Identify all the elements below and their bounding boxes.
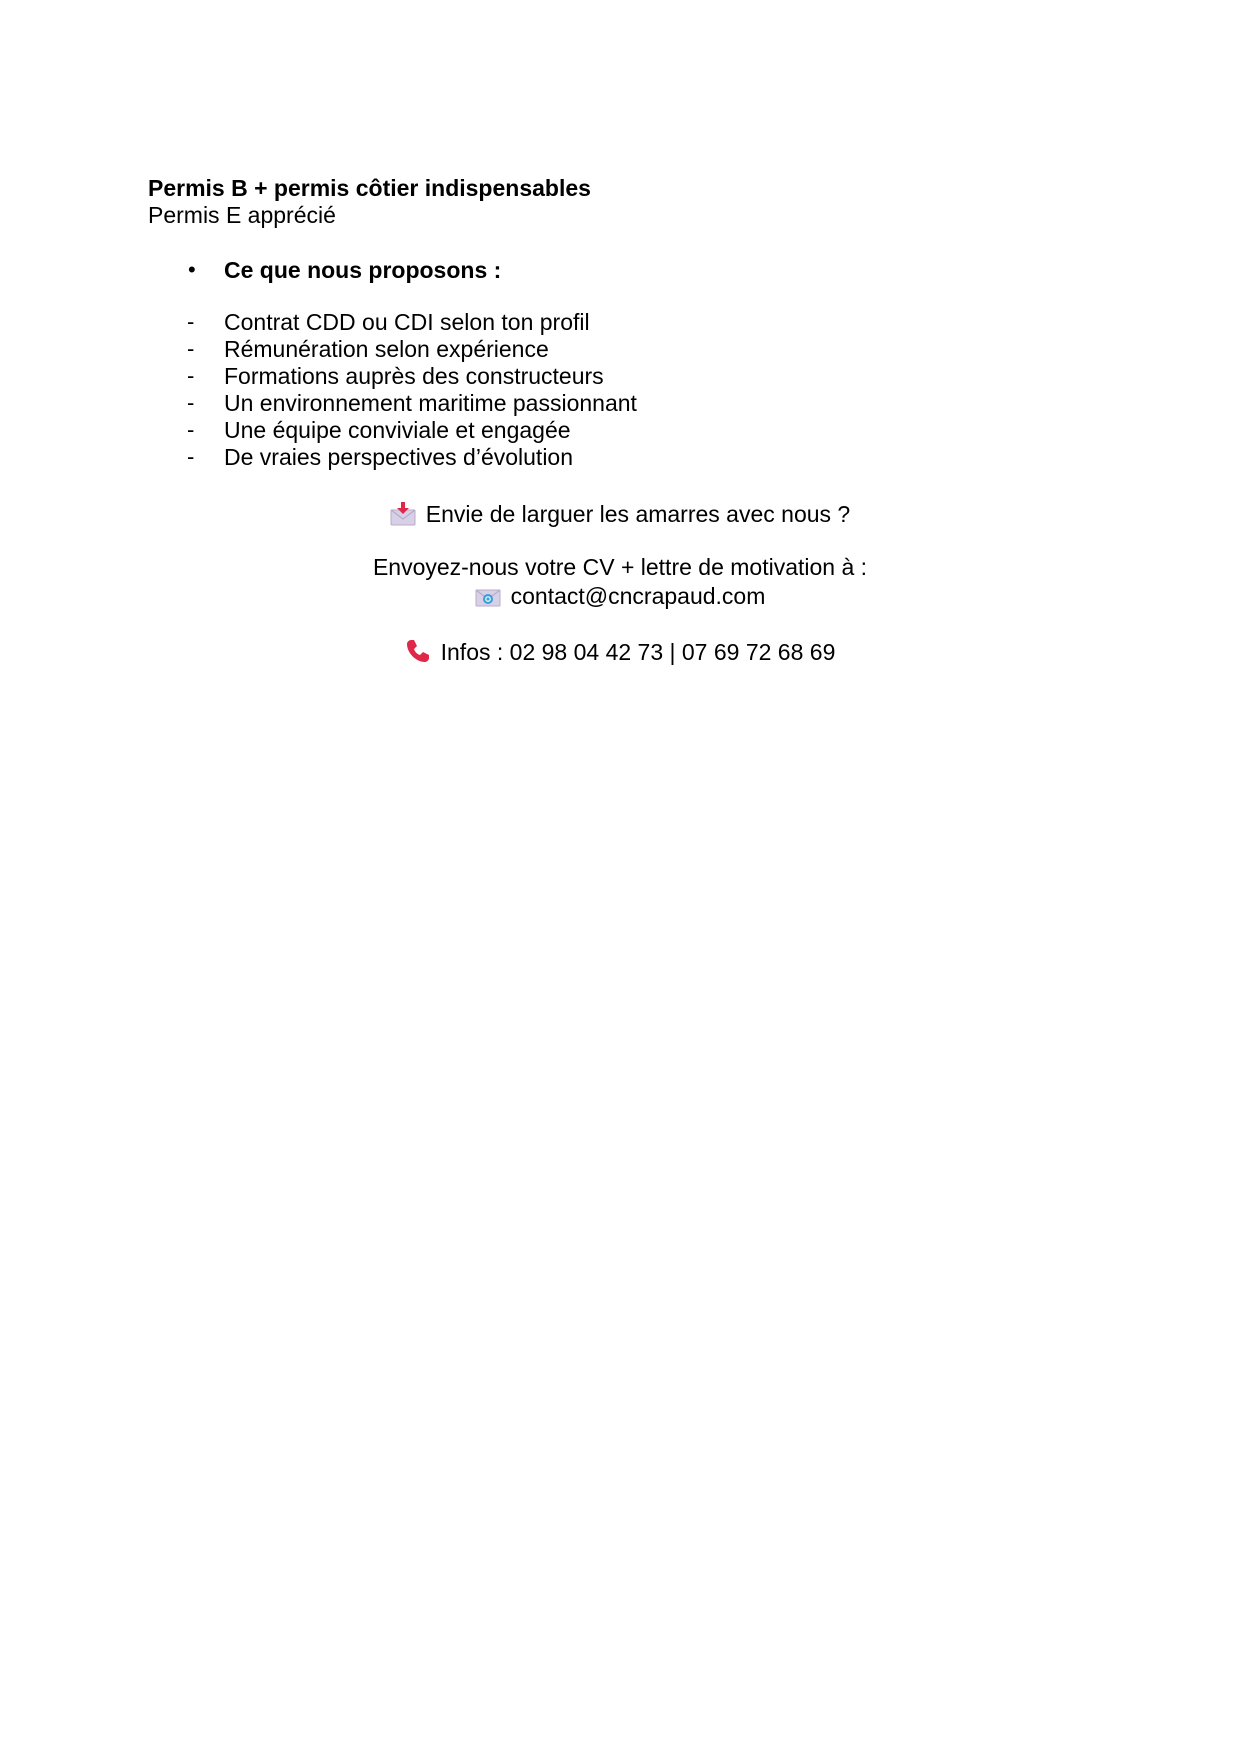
license-requirement-title: Permis B + permis côtier indispensables — [148, 175, 591, 201]
list-item-text: Contrat CDD ou CDI selon ton profil — [224, 309, 590, 335]
list-dash: - — [187, 444, 195, 469]
invite-line — [0, 500, 1240, 532]
email-line — [0, 582, 1240, 614]
list-dash: - — [187, 363, 195, 388]
bullet-point: • — [188, 257, 196, 282]
list-item-text: De vraies perspectives d’évolution — [224, 444, 574, 470]
invite-text: Envie de larguer les amarres avec nous ? — [425, 501, 851, 527]
license-requirement-note: Permis E apprécié — [148, 202, 336, 228]
email-envelope-icon — [475, 586, 501, 614]
telephone-receiver-icon — [405, 638, 431, 670]
send-instructions: Envoyez-nous votre CV + lettre de motivation à : — [372, 554, 868, 580]
phone-info: Infos : 02 98 04 42 73 | 07 69 72 68 69 — [440, 639, 836, 665]
phone-line — [0, 638, 1240, 670]
list-dash: - — [187, 309, 195, 334]
list-dash: - — [187, 336, 195, 361]
list-item-text: Rémunération selon expérience — [224, 336, 549, 362]
email-link[interactable]: contact@cncrapaud.com — [510, 583, 766, 609]
offer-heading: Ce que nous proposons : — [224, 257, 502, 283]
list-dash: - — [187, 417, 195, 442]
list-dash: - — [187, 390, 195, 415]
incoming-envelope-icon — [390, 502, 416, 532]
list-item-text: Un environnement maritime passionnant — [224, 390, 637, 416]
list-item-text: Formations auprès des constructeurs — [224, 363, 604, 389]
list-item-text: Une équipe conviviale et engagée — [224, 417, 571, 443]
